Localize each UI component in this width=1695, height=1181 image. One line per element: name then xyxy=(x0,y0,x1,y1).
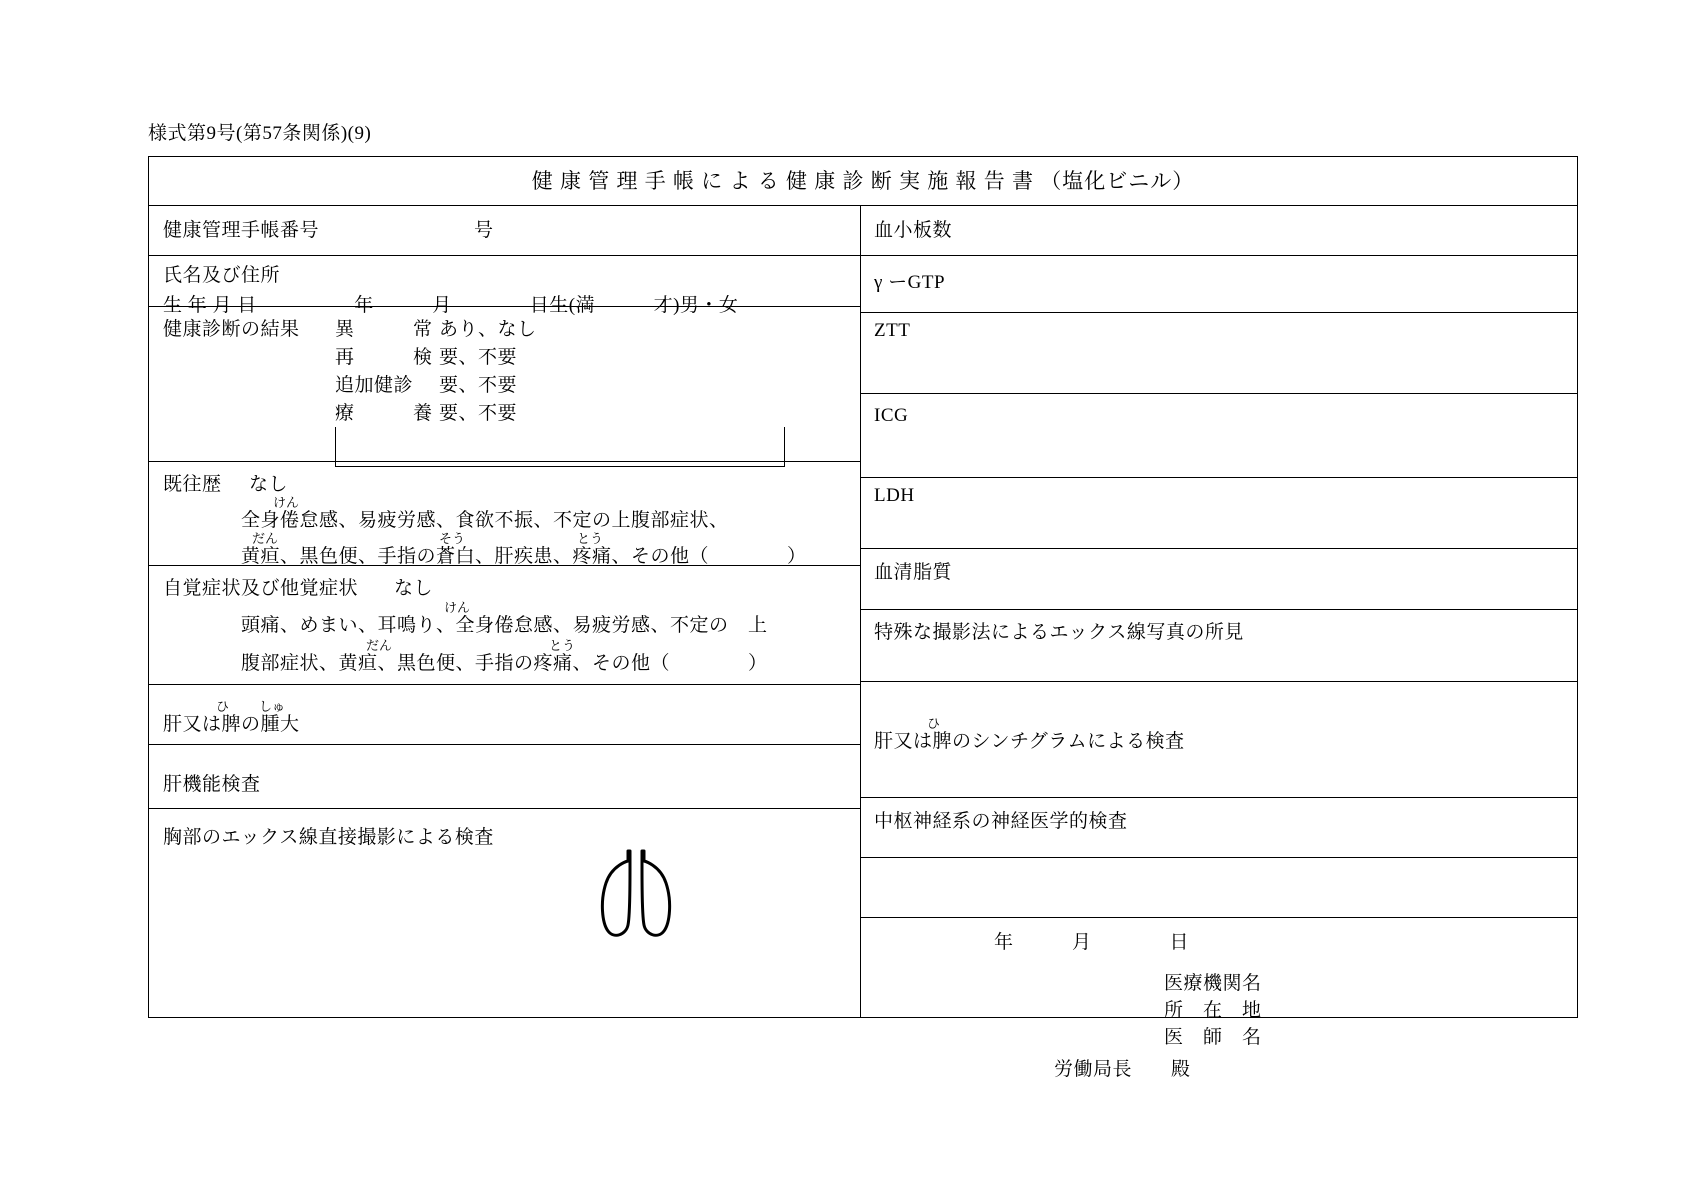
right-row-label-1: γ ーGTP xyxy=(874,272,946,293)
right-rule-9 xyxy=(860,857,1577,858)
result-freeform-bracket xyxy=(335,427,785,467)
right-rule-8 xyxy=(860,797,1577,798)
history-line1-ruby: けん xyxy=(273,495,300,510)
left-rule-5 xyxy=(149,684,860,685)
symptoms-label: 自覚症状及び他覚症状 xyxy=(163,578,359,599)
bureau-label: 労働局長 殿 xyxy=(1054,1059,1191,1080)
history-none: なし xyxy=(249,474,289,495)
history-line2: 黄疸、黒色便、手指の蒼白、肝疾患、疼痛、その他（ ） xyxy=(241,546,807,567)
name-address-label: 氏名及び住所 xyxy=(163,265,281,286)
doctor-label: 医 師 名 xyxy=(1164,1027,1262,1048)
symptoms-line2: 腹部症状、黄疸、黒色便、手指の疼痛、その他（ ） xyxy=(241,653,768,674)
result-options-0: あり、なし xyxy=(439,319,537,340)
right-rule-1 xyxy=(860,255,1577,256)
column-divider xyxy=(860,206,861,1017)
symptoms-line1: 頭痛、めまい、耳鳴り、全身倦怠感、易疲労感、不定の 上 xyxy=(241,615,768,636)
result-item-3: 療 養 xyxy=(335,403,433,424)
right-rule-3 xyxy=(860,393,1577,394)
right-rule-7 xyxy=(860,681,1577,682)
right-row-label-3: ICG xyxy=(874,405,909,426)
history-line2-ruby-c: とう xyxy=(577,531,604,546)
birth-line: 生 年 月 日 年 月 日生(満 才)男・女 xyxy=(163,295,739,316)
right-rule-4 xyxy=(860,477,1577,478)
right-rule-2 xyxy=(860,312,1577,313)
right-row-label-7: 肝又は脾のシンチグラムによる検査 xyxy=(874,731,1185,752)
address-label: 所 在 地 xyxy=(1164,1000,1262,1021)
right-row-label-6: 特殊な撮影法によるエックス線写真の所見 xyxy=(874,622,1244,643)
form-frame xyxy=(148,156,1578,1080)
right-row-label-2: ZTT xyxy=(874,320,911,341)
history-label: 既往歴 xyxy=(163,474,222,495)
symptoms-line2-ruby-b: とう xyxy=(549,638,576,653)
right-row-label-8: 中枢神経系の神経医学的検査 xyxy=(874,811,1128,832)
result-item-1: 再 検 xyxy=(335,347,433,368)
history-line1: 全身倦怠感、易疲労感、食欲不振、不定の上腹部症状、 xyxy=(241,510,729,531)
result-options-1: 要、不要 xyxy=(439,347,518,368)
signature-date-line: 年 月 日 xyxy=(994,932,1190,953)
history-line2-ruby-b: そう xyxy=(439,531,466,546)
result-options-2: 要、不要 xyxy=(439,375,518,396)
chest-xray-label: 胸部のエックス線直接撮影による検査 xyxy=(163,827,494,848)
left-rule-7 xyxy=(149,808,860,809)
right-rule-10 xyxy=(860,917,1577,918)
right-row-8-ruby: ひ xyxy=(927,716,941,731)
left-rule-1 xyxy=(149,255,860,256)
handbook-number-unit: 号 xyxy=(474,220,494,241)
right-row-label-5: 血清脂質 xyxy=(874,562,953,583)
handbook-number-label: 健康管理手帳番号 xyxy=(163,220,320,241)
form-title: 健 康 管 理 手 帳 に よ る 健 康 診 断 実 施 報 告 書 （塩化ビニル） xyxy=(149,157,1577,206)
result-item-0: 異 常 xyxy=(335,319,433,340)
institution-label: 医療機関名 xyxy=(1164,973,1262,994)
result-label: 健康診断の結果 xyxy=(163,319,300,340)
history-line2-ruby-a: だん xyxy=(252,531,279,546)
result-options-3: 要、不要 xyxy=(439,403,518,424)
right-rule-6 xyxy=(860,609,1577,610)
liver-spleen-ruby-b: しゅ xyxy=(259,699,286,714)
liver-function-label: 肝機能検査 xyxy=(163,774,261,795)
liver-spleen-ruby-a: ひ xyxy=(216,699,230,714)
lungs-icon xyxy=(584,845,694,950)
left-rule-6 xyxy=(149,744,860,745)
form-number: 様式第9号(第57条関係)(9) xyxy=(148,123,372,144)
right-row-label-0: 血小板数 xyxy=(874,220,953,241)
right-rule-5 xyxy=(860,548,1577,549)
symptoms-none: なし xyxy=(394,578,434,599)
right-row-label-4: LDH xyxy=(874,485,915,506)
result-item-2: 追加健診 xyxy=(335,375,414,396)
symptoms-line1-ruby: けん xyxy=(444,600,471,615)
liver-spleen-label: 肝又は脾の腫大 xyxy=(163,714,300,735)
symptoms-line2-ruby-a: だん xyxy=(366,638,393,653)
